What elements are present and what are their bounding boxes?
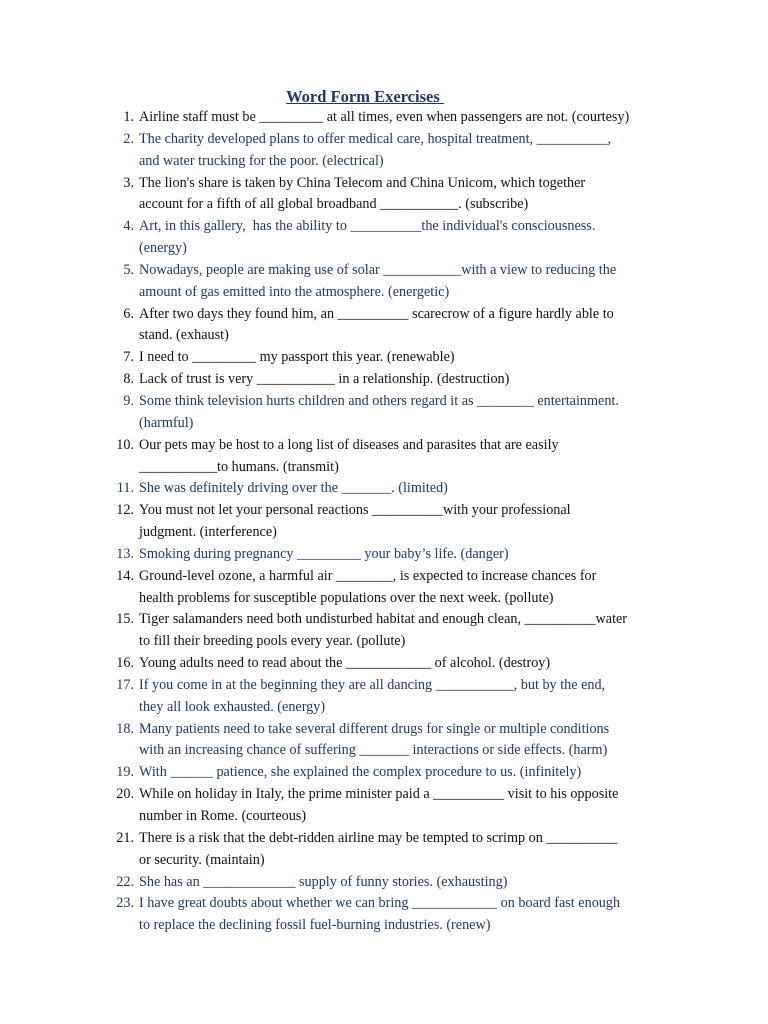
exercise-number: 13. — [116, 545, 134, 562]
exercise-text-line: I need to _________ my passport this year. (renewable) — [139, 349, 455, 366]
exercise-item — [0, 216, 768, 260]
exercise-text-line: Tiger salamanders need both undisturbed habitat and enough clean, __________water — [139, 611, 628, 628]
exercise-item — [0, 391, 768, 435]
exercise-text-line: With ______ patience, she explained the complex procedure to us. (infinitely) — [139, 764, 582, 781]
exercise-item — [0, 173, 768, 217]
exercise-item — [0, 260, 768, 304]
exercise-text-line: She was definitely driving over the _______. (limited) — [139, 480, 448, 497]
exercise-item — [0, 107, 768, 129]
exercise-number: 18. — [116, 720, 134, 737]
exercise-item — [0, 675, 768, 719]
exercise-text-line: I have great doubts about whether we can bring ____________ on board fast enough — [139, 895, 621, 912]
exercise-text-line: The lion's share is taken by China Telecom and China Unicom, which together — [139, 174, 586, 191]
exercise-number: 19. — [116, 764, 134, 781]
exercise-text-line: health problems for susceptible populations over the next week. (pollute) — [139, 589, 554, 606]
exercise-item — [0, 347, 768, 369]
exercise-number: 15. — [116, 611, 134, 628]
exercise-text-line: account for a fifth of all global broadband ___________. (subscribe) — [139, 196, 529, 213]
exercise-item — [0, 719, 768, 763]
exercise-text-line: with an increasing chance of suffering _______ interactions or side effects. (harm) — [139, 742, 608, 759]
exercise-item — [0, 304, 768, 348]
exercise-text-line: Young adults need to read about the ____________ of alcohol. (destroy) — [139, 655, 551, 672]
exercise-list — [0, 107, 768, 937]
exercise-number: 7. — [123, 349, 134, 366]
exercise-number: 21. — [116, 829, 134, 846]
exercise-item — [0, 609, 768, 653]
exercise-item — [0, 435, 768, 479]
exercise-text-line: Many patients need to take several different drugs for single or multiple conditions — [139, 720, 610, 737]
exercise-item — [0, 129, 768, 173]
exercise-number: 8. — [123, 371, 134, 388]
exercise-item — [0, 828, 768, 872]
exercise-number: 1. — [123, 109, 134, 125]
exercise-text-line: (harmful) — [139, 414, 194, 431]
exercise-number: 14. — [116, 567, 134, 584]
exercise-number: 16. — [116, 655, 134, 672]
exercise-text-line: to replace the declining fossil fuel-burning industries. (renew) — [139, 917, 491, 934]
exercise-number: 9. — [123, 392, 134, 409]
exercise-item — [0, 784, 768, 828]
exercise-text-line: Our pets may be host to a long list of diseases and parasites that are easily — [139, 436, 559, 453]
exercise-text-line: stand. (exhaust) — [139, 327, 229, 344]
exercise-item — [0, 566, 768, 610]
exercise-text-line: they all look exhausted. (energy) — [139, 698, 326, 715]
exercise-text-line: number in Rome. (courteous) — [139, 808, 307, 824]
exercise-text-line: Art, in this gallery, has the ability to __________the individual's consciousness. — [139, 218, 596, 235]
exercise-item — [0, 653, 768, 675]
exercise-text-line: ___________to humans. (transmit) — [139, 458, 339, 475]
exercise-number: 22. — [116, 873, 134, 890]
exercise-number: 2. — [123, 130, 134, 147]
exercise-text-line: Airline staff must be _________ at all times, even when passengers are not. (courtesy) — [139, 109, 630, 125]
exercise-text-line: Ground-level ozone, a harmful air ________, is expected to increase chances for — [139, 567, 597, 584]
exercise-text-line: Some think television hurts children and others regard it as ________ entertainment. — [139, 392, 619, 409]
exercise-text-line: Lack of trust is very ___________ in a relationship. (destruction) — [139, 371, 510, 388]
exercise-text-line: There is a risk that the debt-ridden airline may be tempted to scrimp on __________ — [139, 829, 618, 846]
exercise-text-line: The charity developed plans to offer medical care, hospital treatment, __________, — [139, 130, 612, 147]
exercise-item — [0, 544, 768, 566]
exercise-text-line: judgment. (interference) — [139, 524, 277, 541]
exercise-item — [0, 369, 768, 391]
exercise-item — [0, 762, 768, 784]
exercise-item — [0, 872, 768, 894]
exercise-text-line: amount of gas emitted into the atmosphere. (energetic) — [139, 283, 450, 300]
worksheet-title: Word Form Exercises — [286, 87, 444, 106]
exercise-text-line: After two days they found him, an __________ scarecrow of a figure hardly able to — [139, 305, 614, 322]
exercise-item — [0, 500, 768, 544]
exercise-number: 5. — [123, 261, 134, 278]
exercise-text-line: While on holiday in Italy, the prime minister paid a __________ visit to his opposite — [139, 786, 619, 803]
exercise-number: 17. — [116, 676, 134, 693]
exercise-number: 4. — [123, 218, 134, 235]
exercise-number: 20. — [116, 786, 134, 803]
exercise-number: 3. — [123, 174, 134, 191]
exercise-text-line: (energy) — [139, 240, 187, 257]
exercise-number: 11. — [116, 480, 134, 497]
exercise-number: 6. — [123, 305, 134, 322]
exercise-text-line: to fill their breeding pools every year. (pollute) — [139, 633, 406, 650]
exercise-item — [0, 893, 768, 937]
exercise-number: 23. — [116, 895, 134, 912]
exercise-text-line: She has an _____________ supply of funny stories. (exhausting) — [139, 873, 508, 890]
exercise-text-line: Smoking during pregnancy _________ your baby’s life. (danger) — [139, 545, 509, 562]
exercise-number: 12. — [116, 502, 134, 519]
exercise-text-line: and water trucking for the poor. (electrical) — [139, 152, 384, 169]
exercise-text-line: If you come in at the beginning they are all dancing ___________, but by the end, — [139, 676, 606, 693]
exercise-text-line: Nowadays, people are making use of solar ___________with a view to reducing the — [139, 261, 617, 278]
exercise-number: 10. — [116, 436, 134, 453]
exercise-item — [0, 478, 768, 500]
exercise-text-line: You must not let your personal reactions __________with your professional — [139, 502, 571, 519]
exercise-text-line: or security. (maintain) — [139, 851, 265, 868]
